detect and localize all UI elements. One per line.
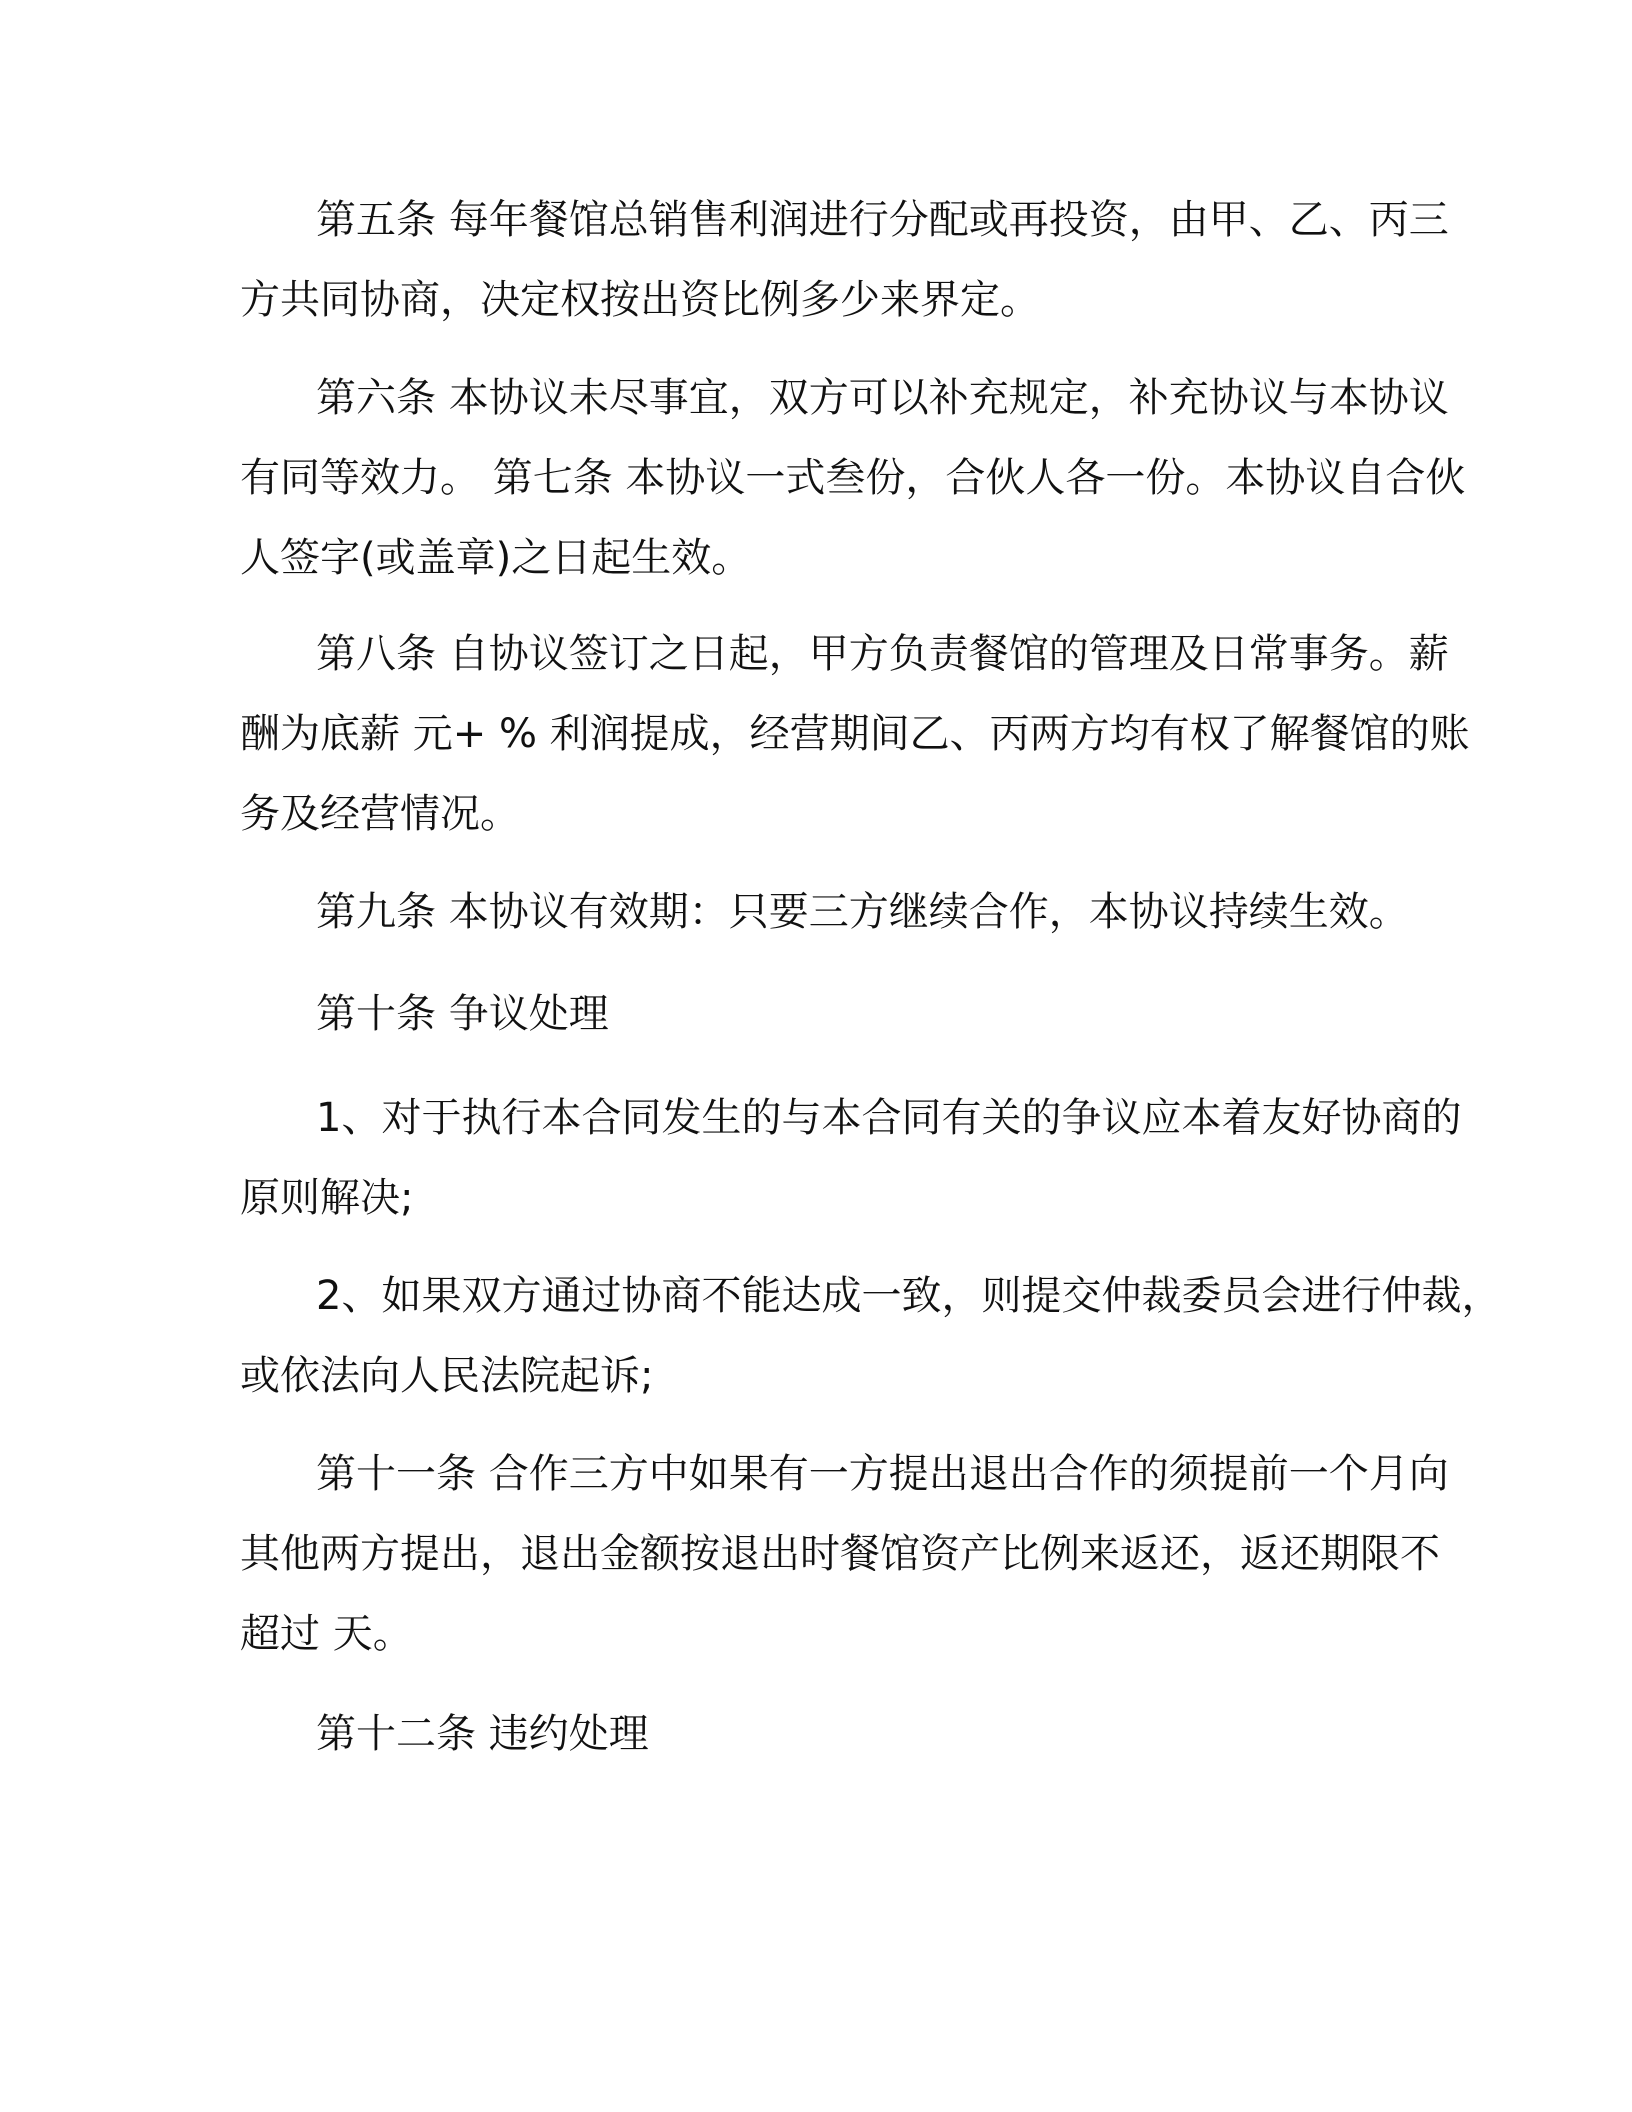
text-line: 第九条 本协议有效期：只要三方继续合作，本协议持续生效。 — [316, 889, 1409, 935]
paragraph-article-10-item-1 — [240, 1078, 1462, 1238]
text-line: 有同等效力。 第七条 本协议一式叁份，合伙人各一份。本协议自合伙 — [240, 455, 1466, 501]
paragraph-article-8 — [240, 614, 1470, 854]
text-line: 或依法向人民法院起诉; — [240, 1353, 654, 1399]
text-line: 2、如果双方通过协商不能达成一致，则提交仲裁委员会进行仲裁， — [316, 1273, 1502, 1319]
text-line: 第十二条 违约处理 — [316, 1711, 649, 1757]
text-line: 方共同协商，决定权按出资比例多少来界定。 — [240, 277, 1040, 323]
paragraph-article-11 — [240, 1434, 1449, 1674]
text-line: 第五条 每年餐馆总销售利润进行分配或再投资，由甲、乙、丙三 — [316, 197, 1449, 243]
text-line: 人签字(或盖章)之日起生效。 — [240, 535, 752, 581]
text-line: 1、对于执行本合同发生的与本合同有关的争议应本着友好协商的 — [316, 1095, 1462, 1141]
text-line: 超过 天。 — [240, 1611, 413, 1657]
paragraph-article-10-heading — [240, 974, 1390, 1054]
text-line: 酬为底薪 元+ % 利润提成，经营期间乙、丙两方均有权了解餐馆的账 — [240, 711, 1470, 757]
paragraph-article-10-item-2 — [240, 1256, 1502, 1416]
paragraph-article-9 — [240, 872, 1409, 952]
text-line: 第八条 自协议签订之日起，甲方负责餐馆的管理及日常事务。薪 — [316, 631, 1449, 677]
text-line: 其他两方提出，退出金额按退出时餐馆资产比例来返还，返还期限不 — [240, 1531, 1440, 1577]
paragraph-article-12-heading — [240, 1694, 1390, 1774]
text-line: 第六条 本协议未尽事宜，双方可以补充规定，补充协议与本协议 — [316, 375, 1449, 421]
text-line: 第十一条 合作三方中如果有一方提出退出合作的须提前一个月向 — [316, 1451, 1449, 1497]
paragraph-article-5 — [240, 180, 1449, 340]
text-line: 原则解决; — [240, 1175, 414, 1221]
text-line: 第十条 争议处理 — [316, 991, 609, 1037]
text-line: 务及经营情况。 — [240, 791, 520, 837]
paragraph-article-6-7 — [240, 358, 1466, 598]
